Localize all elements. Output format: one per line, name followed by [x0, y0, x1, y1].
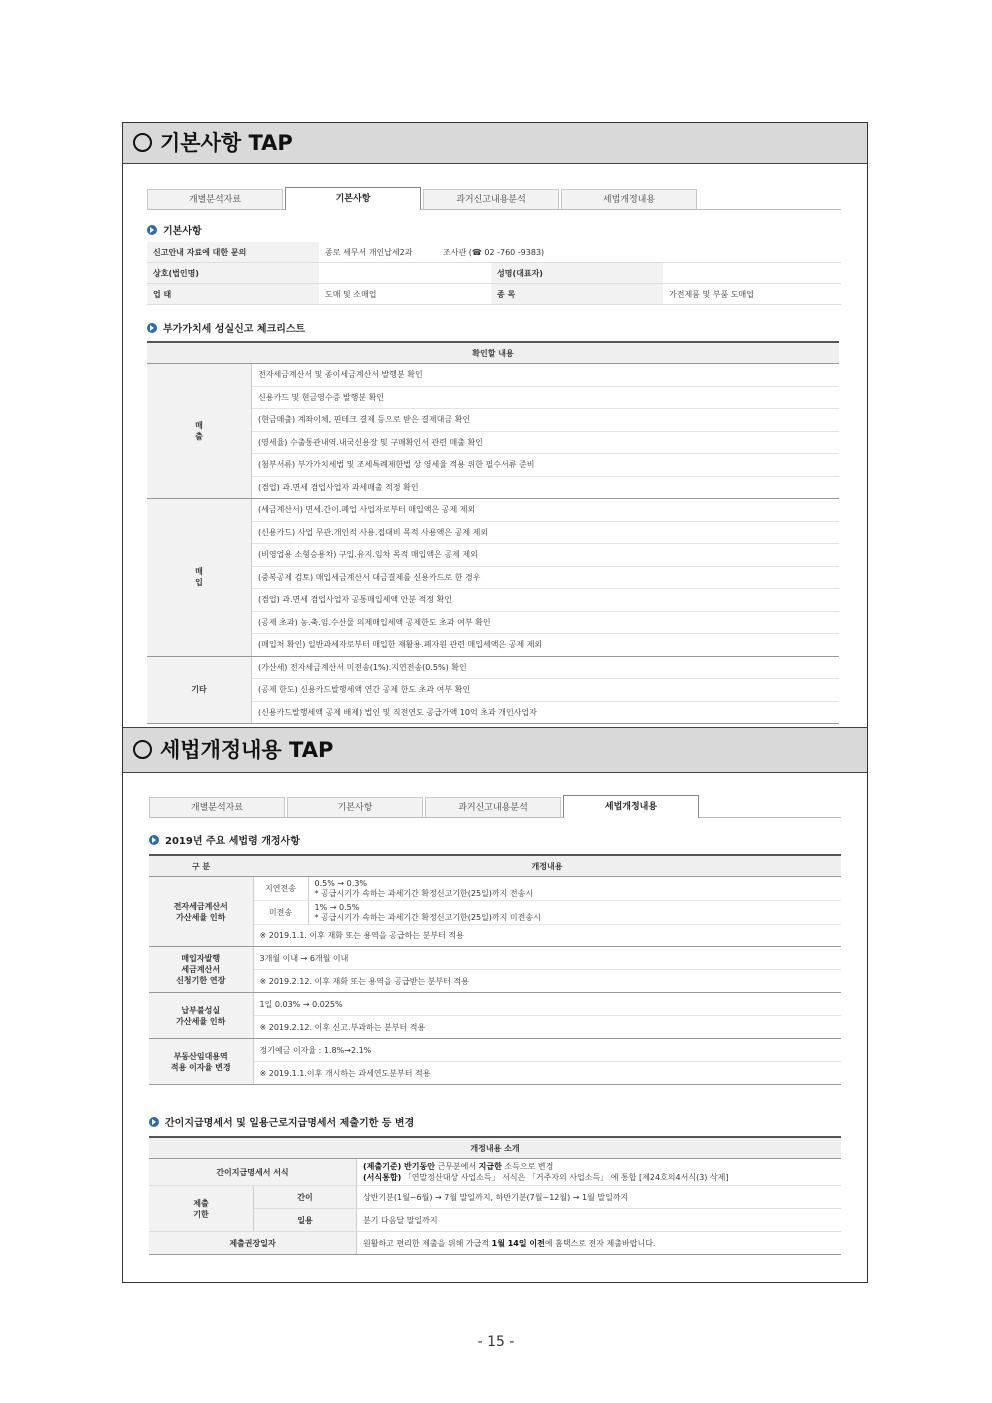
arrow-bullet-icon [149, 835, 159, 845]
checklist-item: (중복공제 검토) 매입세금계산서 대금결제를 신용카드로 한 경우 [252, 566, 840, 589]
type-label: 종 목 [491, 284, 663, 305]
e-invoice-label: 전자세금계산서 가산세율 인하 [149, 877, 253, 947]
late-send-rate: 0.5% → 0.3% [314, 878, 367, 888]
tab-individual-analysis[interactable]: 개별분석자료 [149, 797, 285, 817]
section1-header [123, 123, 867, 164]
name-label: 성명(대표자) [491, 263, 663, 284]
section2-title: 세법개정내용 TAP [160, 738, 334, 762]
section1-tabbar [147, 187, 841, 210]
company-value [319, 263, 491, 284]
e-invoice-note: ※ 2019.1.1. 이후 재화 또는 용역을 공급하는 분부터 적용 [253, 925, 841, 947]
tab-past-report[interactable]: 과거신고내용분석 [425, 797, 561, 817]
rent-label: 부동산임대용역 적용 이자율 변경 [149, 1039, 253, 1085]
checklist-row [147, 409, 839, 432]
checklist-row [147, 589, 839, 612]
late-send-label: 지연전송 [253, 877, 308, 901]
simple-label: 간이 [254, 1186, 357, 1209]
checklist-item: (세금계산서) 면세.간이.폐업 사업자로부터 매입액은 공제 제외 [252, 499, 840, 522]
late-send-note: * 공급시기가 속하는 과세기간 확정신고기한(25일)까지 전송시 [314, 888, 534, 898]
statement-header: 개정내용 소개 [149, 1137, 841, 1159]
checklist-row [147, 679, 839, 702]
recommend-value: 원활하고 편리한 제출을 위해 가급적 1월 14일 이전에 홈택스로 전자 제출바랍니다. [357, 1232, 842, 1255]
type-value: 가전제품 및 부품 도매업 [663, 284, 841, 305]
tab-tax-revision[interactable]: 세법개정내용 [563, 795, 699, 818]
basic-heading: 기본사항 [147, 222, 202, 237]
arrow-bullet-icon [149, 1117, 159, 1127]
checklist-item: 전자세금계산서 및 종이세금계산서 발행분 확인 [252, 364, 840, 387]
checklist-row [147, 476, 839, 499]
checklist-row [147, 701, 839, 724]
checklist-item: (공제 한도) 신용카드발행세액 연간 공제 한도 초과 여부 확인 [252, 679, 840, 702]
arrow-bullet-icon [147, 323, 157, 333]
rent-change: 정기예금 이자율 : 1.8%→2.1% [253, 1039, 841, 1062]
business-value: 도매 및 소매업 [319, 284, 491, 305]
checklist-table [147, 341, 839, 724]
tab-individual-analysis[interactable]: 개별분석자료 [147, 189, 283, 209]
checklist-item: (공제 초과) 농.축.임.수산물 의제매입세액 공제한도 초과 여부 확인 [252, 611, 840, 634]
inquiry-value: 종로 세무서 개인납세2과 [325, 247, 413, 257]
daily-value: 분기 다음달 말일까지 [357, 1209, 842, 1232]
checklist-row [147, 386, 839, 409]
checklist-group-label: 기타 [147, 656, 252, 724]
form-content: (제출기준) 반기동안 근무분에서 지급한 소득으로 변경 (서식통합) 「연말정산대상 사업소득」 서식은 「거주자의 사업소득」 에 통합 [제24호의4서식(3) 삭제] [357, 1159, 842, 1186]
recommend-label: 제출권장일자 [149, 1232, 357, 1255]
checklist-item: (매입처 확인) 일반과세자로부터 매입한 재활용.폐자원 관련 매입세액은 공제 제외 [252, 634, 840, 657]
checklist-row [147, 499, 839, 522]
checklist-row [147, 634, 839, 657]
unsent-note: * 공급시기가 속하는 과세기간 확정신고기한(25일)까지 미전송시 [314, 912, 541, 922]
section2-tabbar [149, 795, 841, 818]
checklist-item: (신용카드발행세액 공제 배제) 법인 및 직전연도 공급가액 10억 초과 개인사업자 [252, 701, 840, 724]
buyer-invoice-change: 3개월 이내 → 6개월 이내 [253, 947, 841, 970]
col-content: 개정내용 [253, 855, 841, 877]
checklist-row [147, 364, 839, 387]
circle-icon [133, 740, 152, 759]
company-label: 상호(법인명) [147, 263, 319, 284]
late-send-cell [308, 877, 841, 901]
unsent-rate: 1% → 0.5% [314, 902, 360, 912]
checklist-row [147, 521, 839, 544]
checklist-group-label: 매 입 [147, 499, 252, 657]
checklist-row [147, 656, 839, 679]
checklist-row [147, 566, 839, 589]
checklist-item: 신용카드 및 현금영수증 발행분 확인 [252, 386, 840, 409]
simple-value: 상반기분(1월~6월) → 7월 말일까지, 하반기분(7월~12월) → 1월 말일까지 [357, 1186, 842, 1209]
arrow-bullet-icon [147, 225, 157, 235]
circle-icon [133, 133, 152, 152]
checklist-row [147, 544, 839, 567]
basic-info-table [147, 242, 841, 305]
unsent-cell [308, 901, 841, 925]
revision-table [149, 854, 841, 1085]
col-category: 구 분 [149, 855, 253, 877]
statement-table [149, 1136, 841, 1255]
tab-tax-revision[interactable]: 세법개정내용 [561, 189, 697, 209]
buyer-invoice-note: ※ 2019.2.12. 이후 재화 또는 용역을 공급받는 분부터 적용 [253, 970, 841, 993]
document-frame [122, 122, 868, 1283]
checklist-header: 확인할 내용 [147, 342, 839, 364]
revision-heading: 2019년 주요 세법령 개정사항 [149, 832, 300, 847]
deadline-label: 제출 기한 [149, 1186, 254, 1232]
checklist-heading: 부가가치세 성실신고 체크리스트 [147, 320, 305, 335]
inquiry-value-cell [319, 242, 841, 263]
daily-label: 일용 [254, 1209, 357, 1232]
unsent-label: 미전송 [253, 901, 308, 925]
tab-basic[interactable]: 기본사항 [285, 187, 421, 210]
checklist-row [147, 454, 839, 477]
buyer-invoice-label: 매입자발행 세금계산서 신청기한 연장 [149, 947, 253, 993]
checklist-row [147, 611, 839, 634]
checklist-group-label: 매 출 [147, 364, 252, 499]
statement-heading: 간이지급명세서 및 일용근로지급명세서 제출기한 등 변경 [149, 1114, 414, 1129]
business-label: 업 태 [147, 284, 319, 305]
form-label: 간이지급명세서 서식 [149, 1159, 357, 1186]
name-value [663, 263, 841, 284]
checklist-item: (첨부서류) 부가가치세법 및 조세특례제한법 상 영세율 적용 위한 필수서류 준비 [252, 454, 840, 477]
tab-basic[interactable]: 기본사항 [287, 797, 423, 817]
checklist-item: (비영업용 소형승용차) 구입.유지.임차 목적 매입액은 공제 제외 [252, 544, 840, 567]
penalty-note: ※ 2019.2.12. 이후 신고.부과하는 분부터 적용 [253, 1016, 841, 1039]
officer-phone: 조사관 (☎ 02 -760 -9383) [443, 247, 545, 257]
penalty-change: 1일 0.03% → 0.025% [253, 993, 841, 1016]
checklist-item: (영세율) 수출통관내역.내국신용장 및 구매확인서 관련 매출 확인 [252, 431, 840, 454]
checklist-item: (신용카드) 사업 무관.개인적 사용.접대비 목적 사용액은 공제 제외 [252, 521, 840, 544]
section2-header [123, 727, 867, 773]
page-number: - 15 - [477, 1334, 515, 1350]
checklist-row [147, 431, 839, 454]
checklist-item: (가산세) 전자세금계산서 미전송(1%).지연전송(0.5%) 확인 [252, 656, 840, 679]
checklist-item: (현금매출) 계좌이체, 핀테크 결제 등으로 받은 결제대금 확인 [252, 409, 840, 432]
inquiry-label: 신고안내 자료에 대한 문의 [147, 242, 319, 263]
section1-title: 기본사항 TAP [160, 131, 293, 155]
tab-past-report[interactable]: 과거신고내용분석 [423, 189, 559, 209]
checklist-item: (겸업) 과.면세 겸업사업자 과세매출 적정 확인 [252, 476, 840, 499]
checklist-item: (겸업) 과.면세 겸업사업자 공통매입세액 안분 적정 확인 [252, 589, 840, 612]
rent-note: ※ 2019.1.1.이후 개시하는 과세연도분부터 적용 [253, 1062, 841, 1085]
penalty-label: 납부불성실 가산세율 인하 [149, 993, 253, 1039]
